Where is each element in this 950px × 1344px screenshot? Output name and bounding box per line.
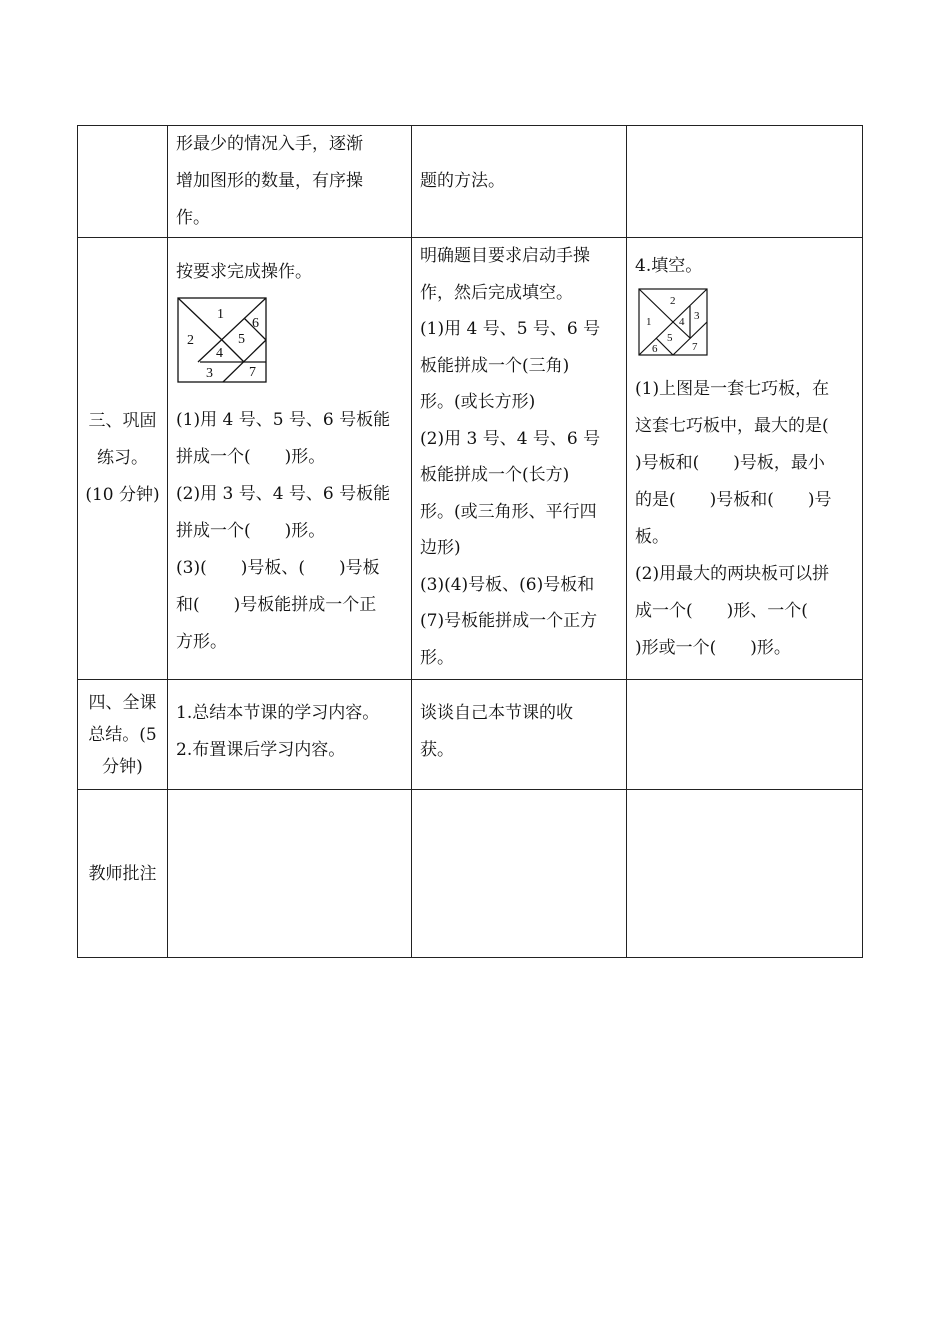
- text-line: 拼成一个( )形。: [176, 521, 326, 541]
- text-line: (3)( )号板、( )号板: [176, 558, 380, 578]
- text-line: 明确题目要求启动手操: [420, 246, 590, 266]
- teacher-activity-cell: [168, 790, 412, 958]
- text-line: 板能拼成一个(长方): [420, 465, 570, 485]
- stage-label: (10 分钟): [85, 485, 160, 505]
- text-line: 获。: [420, 740, 454, 760]
- tangram-label: 1: [646, 316, 652, 328]
- text-line: 边形): [420, 538, 461, 558]
- tangram-label: 3: [694, 310, 700, 322]
- student-activity-cell: [412, 790, 627, 958]
- teacher-activity-cell: [168, 680, 412, 790]
- stage-label: 分钟): [102, 756, 143, 777]
- tangram-label: 3: [206, 366, 213, 381]
- text-line: 和( )号板能拼成一个正: [176, 595, 377, 615]
- text-line: )号板和( )号板，最小: [635, 453, 825, 473]
- text-line: 1.总结本节课的学习内容。: [176, 703, 380, 723]
- tangram-label: 1: [217, 307, 224, 322]
- tangram-label: 2: [670, 295, 676, 307]
- tangram-label: 7: [249, 365, 256, 380]
- student-activity-cell: [412, 126, 627, 238]
- tangram-diagram: [176, 296, 268, 384]
- text-line: (7)号板能拼成一个正方: [420, 611, 598, 631]
- stage-cell: [78, 238, 168, 680]
- text-line: (1)用 4 号、5 号、6 号: [420, 319, 601, 339]
- text-line: 板。: [635, 527, 669, 547]
- teacher-activity-cell: [168, 126, 412, 238]
- text-line: 方形。: [176, 632, 227, 652]
- text-line: (1)用 4 号、5 号、6 号板能: [176, 410, 391, 430]
- stage-label: 三、巩固: [88, 411, 157, 431]
- teacher-notes-label: 教师批注: [88, 864, 157, 883]
- exercise-title: 4.填空。: [635, 256, 703, 276]
- text-line: (2)用最大的两块板可以拼: [635, 564, 830, 584]
- tangram-label: 7: [692, 341, 698, 353]
- table-row-continuation: [78, 126, 863, 238]
- text-line: (2)用 3 号、4 号、6 号板能: [176, 484, 391, 504]
- exercise-cell: [627, 238, 863, 680]
- text-line: 形。: [420, 647, 454, 668]
- lesson-plan-table: [77, 125, 863, 958]
- tangram-figure: [637, 287, 854, 371]
- table-row-practice: [78, 238, 863, 680]
- tangram-label: 4: [679, 316, 685, 328]
- teacher-activity-cell: [168, 238, 412, 680]
- text-line: 按要求完成操作。: [176, 262, 312, 282]
- tangram-diagram-small: [637, 287, 709, 357]
- text-line: 2.布置课后学习内容。: [176, 740, 346, 760]
- text-line: 板能拼成一个(三角): [420, 355, 570, 376]
- tangram-label: 5: [238, 332, 245, 347]
- stage-label: 练习。: [97, 448, 148, 468]
- stage-cell: [78, 680, 168, 790]
- table-row-summary: [78, 680, 863, 790]
- text-line: 谈谈自己本节课的收: [420, 703, 573, 723]
- tangram-label: 5: [667, 332, 673, 344]
- student-activity-cell: [412, 680, 627, 790]
- text-line: 作，然后完成填空。: [420, 282, 573, 303]
- text-line: (3)(4)号板、(6)号板和: [420, 574, 595, 595]
- text-line: 成一个( )形、一个(: [635, 601, 808, 621]
- text-line: 的是( )号板和( )号: [635, 490, 832, 510]
- tangram-label: 6: [252, 316, 259, 331]
- text-line: 增加图形的数量，有序操: [176, 171, 363, 191]
- text-line: 作。: [176, 208, 210, 228]
- exercise-cell: [627, 126, 863, 238]
- text-line: 题的方法。: [420, 171, 505, 191]
- text-line: (2)用 3 号、4 号、6 号: [420, 428, 601, 449]
- stage-cell: [78, 126, 168, 238]
- text-line: 拼成一个( )形。: [176, 447, 326, 467]
- text-line: )形或一个( )形。: [635, 638, 791, 658]
- student-activity-cell: [412, 238, 627, 680]
- stage-cell: [78, 790, 168, 958]
- tangram-label: 6: [652, 343, 658, 355]
- exercise-cell: [627, 790, 863, 958]
- tangram-label: 2: [187, 333, 194, 348]
- tangram-label: 4: [216, 346, 223, 361]
- stage-label: 总结。(5: [88, 724, 157, 745]
- text-line: (1)上图是一套七巧板，在: [635, 379, 830, 399]
- text-line: 形最少的情况入手，逐渐: [176, 134, 363, 154]
- tangram-figure: [176, 296, 403, 398]
- text-line: 这套七巧板中，最大的是(: [635, 416, 829, 436]
- stage-label: 四、全课: [88, 692, 157, 713]
- exercise-cell: [627, 680, 863, 790]
- text-line: 形。(或三角形、平行四: [420, 501, 597, 522]
- table-row-teacher-notes: [78, 790, 863, 958]
- text-line: 形。(或长方形): [420, 392, 536, 412]
